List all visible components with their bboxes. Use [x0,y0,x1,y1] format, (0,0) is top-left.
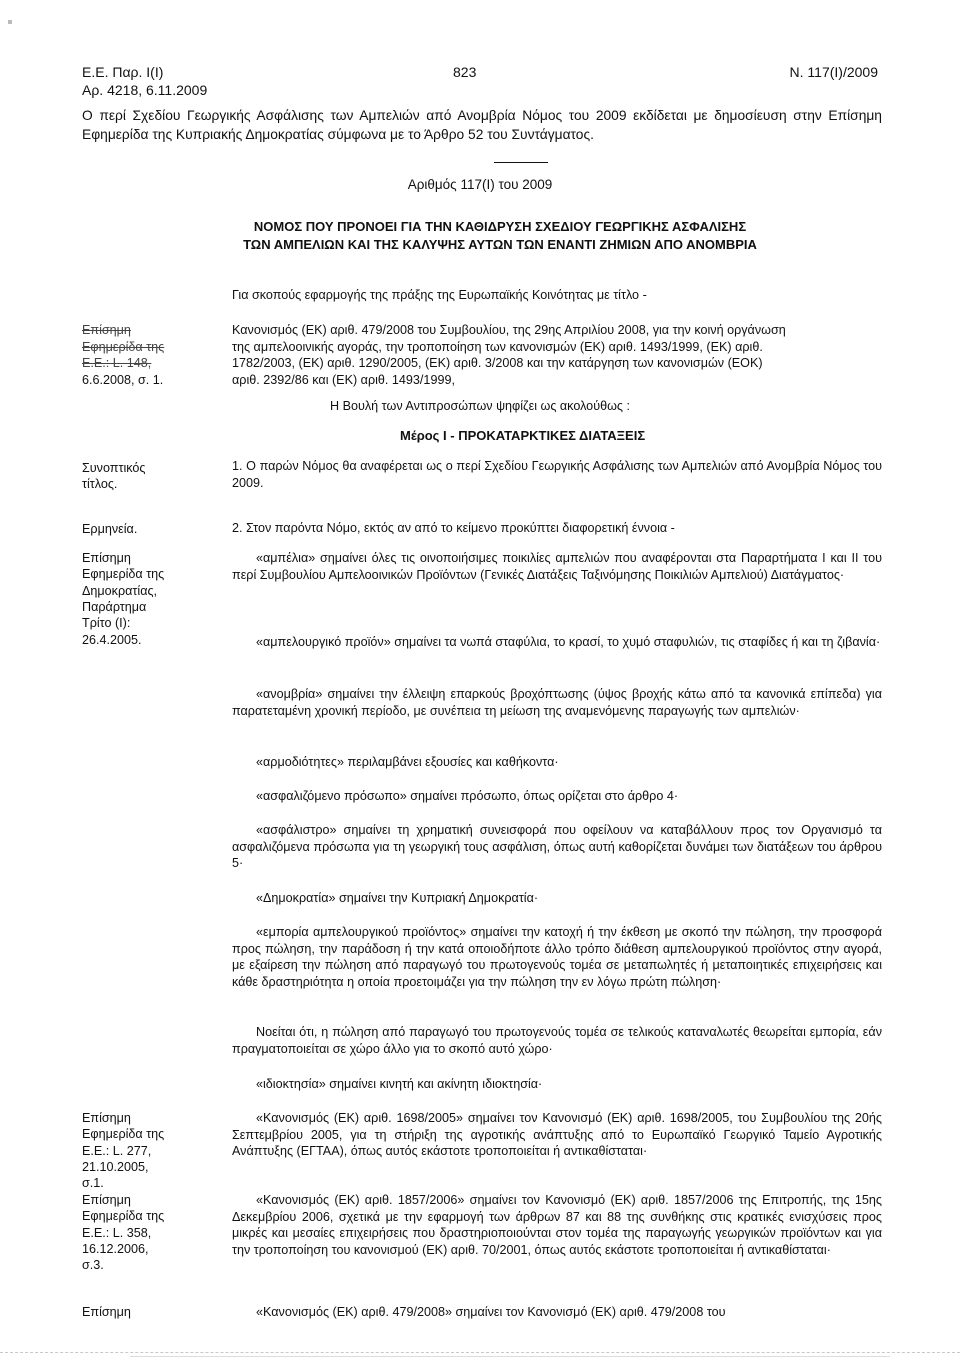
margin-line: Ε.Ε.: L. 277, [82,1143,152,1158]
margin-line: Επίσημη [82,1193,131,1207]
purpose-line: Για σκοπούς εφαρμογής της πράξης της Ευρωπαϊκής Κοινότητας με τίτλο - [232,288,647,302]
margin-line: Επίσημη [82,1111,131,1125]
scan-edge-line [130,1356,890,1357]
stamp-line: Εφημερίδα της [82,339,165,354]
regulation-line: αριθ. 2392/86 και (ΕΚ) αριθ. 1493/1999, [232,373,455,388]
separator-rule [494,162,548,163]
margin-line: Εφημερίδα της [82,567,165,582]
margin-short-title [82,460,202,493]
definition-ampelia: «αμπέλια» σημαίνει όλες τις οινοποιήσιμες ποικιλίες αμπελιών που αναφέρονται στα Παραρτήματα Ι και ΙΙ του περί Συμβουλίου Αμπελοοινικών Προϊόντων (Γενικές Διατάξεις Ταξινόμησης Ποικιλιών Αμπελιού) Διατάγματος· [232,551,882,582]
margin-ee-358 [82,1192,202,1274]
definition-reg-1857-2006: «Κανονισμός (ΕΚ) αριθ. 1857/2006» σημαίνει τον Κανονισμό (ΕΚ) αριθ. 1857/2006 της Επιτροπής, της 15ης Δεκεμβρίου 2006, σχετικά με την εφαρμογή των άρθρων 87 και 88 της συνθήκης στις κρατικές ενισχύσεις προς μικρές και μεσαίες επιχειρήσεις που δραστηριοποιούνται στον τομέα της παραγωγής γεωργικών προϊόντων και για την τροποποίηση του κανονισμού (ΕΚ) αριθ. 70/2001, όπως αυτός εκάστοτε τροποποιείται ή αντικαθίσταται· [232,1193,882,1258]
enactment-formula: Η Βουλή των Αντιπροσώπων ψηφίζει ως ακολούθως : [330,399,630,413]
scan-edge-line [0,1352,960,1353]
definition-drought: «ανομβρία» σημαίνει την έλλειψη επαρκούς βροχόπτωσης (ύψος βροχής κάτω από τα κανονικά επίπεδα) για παρατεταμένη χρονική περίοδο, με συνέπεια τη μείωση της αναμενόμενης παραγωγής των αμπελιών· [232,687,882,718]
proviso-final-consumers: Νοείται ότι, η πώληση από παραγωγό του πρωτογενούς τομέα σε τελικούς καταναλωτές θεωρείται εμπορία, εάν πραγματοποιείται σε χώρο άλλο για το σκοπό αυτό χώρο· [232,1025,882,1056]
margin-line: Ε.Ε.: L. 358, [82,1225,152,1240]
stamp-line: Επίσημη [82,323,131,337]
margin-line: 26.4.2005. [82,632,142,647]
regulation-reference [232,322,882,389]
gazette-number-date: Αρ. 4218, 6.11.2009 [82,82,208,99]
margin-line: Δημοκρατίας, [82,583,158,598]
margin-ee-277 [82,1110,202,1192]
definition-republic: «Δημοκρατία» σημαίνει την Κυπριακή Δημοκρατία· [256,891,539,905]
law-number: Αριθμός 117(Ι) του 2009 [407,177,553,192]
publication-notice: Ο περί Σχεδίου Γεωργικής Ασφάλισης των Αμπελιών από Ανομβρία Νόμος του 2009 εκδίδεται με δημοσίευση στην Επίσημη Εφημερίδα της Κυπριακής Δημοκρατίας σύμφωνα με το Άρθρο 52 του Συντάγματος. [82,108,882,143]
definition-reg-479-2008: «Κανονισμός (ΕΚ) αριθ. 479/2008» σημαίνει τον Κανονισμό (ΕΚ) αριθ. 479/2008 του [256,1305,726,1319]
definition-product: «αμπελουργικό προϊόν» σημαίνει τα νωπά σταφύλια, το κρασί, το χυμό σταφυλιών, τις σταφίδες ή και τη ζιβανία· [256,635,881,649]
margin-interpretation: Ερμηνεία. [82,522,138,536]
margin-line: 16.12.2006, [82,1242,149,1257]
stamp-line: Ε.Ε.: L. 148, [82,356,152,371]
page-number: 823 [453,64,477,80]
margin-line: Εφημερίδα της [82,1127,165,1142]
definition-property: «ιδιοκτησία» σημαίνει κινητή και ακίνητη ιδιοκτησία· [256,1077,543,1091]
regulation-line: 1782/2003, (ΕΚ) αριθ. 1290/2005, (ΕΚ) αριθ. 3/2008 και την κατάργηση των κανονισμών (ΕΟΚ) [232,356,763,371]
margin-line: σ.1. [82,1176,104,1191]
margin-line: Επίσημη [82,551,131,565]
definition-competences: «αρμοδιότητες» περιλαμβάνει εξουσίες και καθήκοντα· [256,755,559,769]
gazette-reference [82,63,207,99]
margin-line: Συνοπτικός [82,461,146,475]
section-1: 1. Ο παρών Νόμος θα αναφέρεται ως ο περί Σχεδίου Γεωργικής Ασφάλισης των Αμπελιών από Ανομβρία Νόμος του 2009. [232,459,882,490]
margin-line: Παράρτημα [82,600,147,615]
regulation-line: Κανονισμός (ΕΚ) αριθ. 479/2008 του Συμβουλίου, της 29ης Απριλίου 2008, για την κοινή οργάνωση [232,323,786,337]
gazette-issue: Ε.Ε. Παρ. Ι(Ι) [82,64,164,80]
stamp-line: 6.6.2008, σ. 1. [82,373,164,388]
definition-marketing: «εμπορία αμπελουργικού προϊόντος» σημαίνει την κατοχή ή την έκθεση με σκοπό την πώληση, την προσφορά προς πώληση, την παράδοση ή την κατά οποιοδήποτε άλλο τρόπο διάθεση αμπελουργικού προϊόντος στην αγορά, με εξαίρεση την πώληση από παραγωγό του πρωτογενούς τομέα σε μεταπωλητές ή μεταποιητικές επιχειρήσεις και κάθε δραστηριότητα η οποία προετοιμάζει για την πώληση την εν λόγω πρώτη πώληση· [232,925,882,990]
margin-line: Εφημερίδα της [82,1209,165,1224]
definition-reg-1698-2005: «Κανονισμός (ΕΚ) αριθ. 1698/2005» σημαίνει τον Κανονισμό (ΕΚ) αριθ. 1698/2005, του Συμβουλίου της 20ής Σεπτεμβρίου 2005, για τη στήριξη της αγροτικής ανάπτυξης από το Ευρωπαϊκό Γεωργικό Ταμείο Αγροτικής Ανάπτυξης (ΕΓΤΑΑ), όπως αυτός εκάστοτε τροποποιείται ή αντικαθίσταται· [232,1111,882,1159]
margin-line: Τρίτο (Ι): [82,616,131,631]
law-title: ΝΟΜΟΣ ΠΟΥ ΠΡΟΝΟΕΙ ΓΙΑ ΤΗΝ ΚΑΘΙΔΡΥΣΗ ΣΧΕΔΙΟΥ ΓΕΩΡΓΙΚΗΣ ΑΣΦΑΛΙΣΗΣ ΤΩΝ ΑΜΠΕΛΙΩΝ ΚΑΙ ΤΗΣ ΚΑΛΥΨΗΣ ΑΥΤΩΝ ΤΩΝ ΕΝΑΝΤΙ ΖΗΜΙΩΝ ΑΠΟ ΑΝΟΜΒΡΙΑ [243,219,757,252]
margin-gazette-2005 [82,550,202,648]
margin-line: 21.10.2005, [82,1160,149,1175]
margin-line: σ.3. [82,1258,104,1273]
margin-line: τίτλος. [82,477,118,492]
law-reference: Ν. 117(Ι)/2009 [789,64,878,80]
gazette-stamp [82,322,202,389]
part-heading: Μέρος Ι - ΠΡΟΚΑΤΑΡΚΤΙΚΕΣ ΔΙΑΤΑΞΕΙΣ [400,428,646,443]
definition-insured-person: «ασφαλιζόμενο πρόσωπο» σημαίνει πρόσωπο, όπως ορίζεται στο άρθρο 4· [256,789,679,803]
scan-speck [8,20,12,24]
section-2-intro: 2. Στον παρόντα Νόμο, εκτός αν από το κείμενο προκύπτει διαφορετική έννοια - [232,521,675,535]
definition-premium: «ασφάλιστρο» σημαίνει τη χρηματική συνεισφορά που οφείλουν να καταβάλλουν προς τον Οργανισμό τα ασφαλιζόμενα πρόσωπα για τη γεωργική τους ασφάλιση, όπως αυτή καθορίζεται δυνάμει των διατάξεων του άρθρου 5· [232,823,882,871]
regulation-line: της αμπελοοινικής αγοράς, την τροποποίηση των κανονισμών (ΕΚ) αριθ. 1493/1999, (ΕΚ) αριθ. [232,339,763,354]
margin-last: Επίσημη [82,1305,131,1319]
